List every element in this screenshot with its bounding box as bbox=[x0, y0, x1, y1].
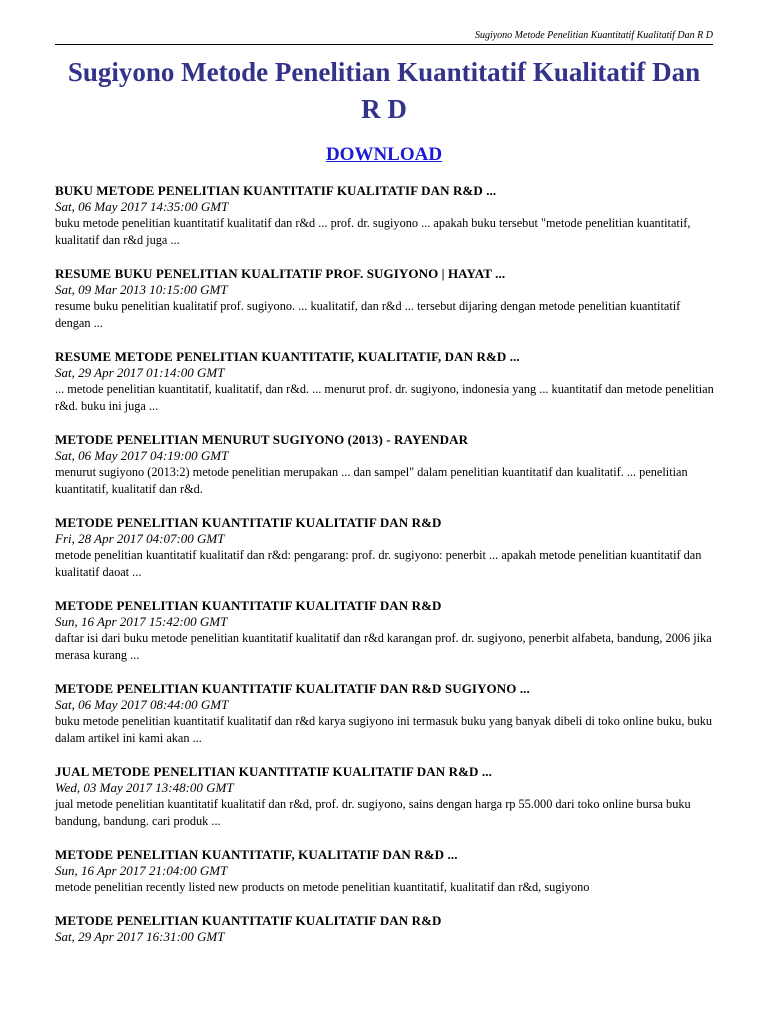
document-title: Sugiyono Metode Penelitian Kuantitatif Kualitatif Dan R D bbox=[67, 57, 701, 124]
result-item bbox=[55, 846, 718, 896]
result-title: METODE PENELITIAN KUANTITATIF KUALITATIF DAN R&D SUGIYONO ... bbox=[55, 681, 530, 696]
result-date: Sun, 16 Apr 2017 15:42:00 GMT bbox=[55, 614, 228, 629]
download-section bbox=[0, 143, 768, 167]
result-item bbox=[55, 182, 718, 249]
result-snippet: daftar isi dari buku metode penelitian kuantitatif kualitatif dan r&d karangan prof. dr. sugiyono, penerbit alfabeta, bandung, 2006 jika merasa kurang ... bbox=[55, 631, 712, 662]
result-item bbox=[55, 597, 718, 664]
result-date: Sat, 29 Apr 2017 01:14:00 GMT bbox=[55, 365, 225, 380]
results-list bbox=[55, 182, 718, 961]
result-title: JUAL METODE PENELITIAN KUANTITATIF KUALITATIF DAN R&D ... bbox=[55, 764, 492, 779]
result-title: RESUME BUKU PENELITIAN KUALITATIF PROF. SUGIYONO | HAYAT ... bbox=[55, 266, 506, 281]
result-item bbox=[55, 680, 718, 747]
running-header: Sugiyono Metode Penelitian Kuantitatif Kualitatif Dan R D bbox=[474, 30, 713, 41]
result-date: Fri, 28 Apr 2017 04:07:00 GMT bbox=[55, 531, 225, 546]
result-item bbox=[55, 265, 718, 332]
result-snippet: buku metode penelitian kuantitatif kualitatif dan r&d karya sugiyono ini termasuk buku yang banyak dibeli di toko online buku, buku dalam artikel ini kami akan ... bbox=[55, 714, 713, 745]
result-date: Sat, 06 May 2017 08:44:00 GMT bbox=[55, 697, 229, 712]
result-snippet: menurut sugiyono (2013:2) metode penelitian merupakan ... dan sampel" dalam penelitian kuantitatif dan kualitatif. ... penelitian kuantitatif, kualitatif dan r&d. bbox=[55, 465, 688, 496]
download-link[interactable]: DOWNLOAD bbox=[325, 144, 443, 165]
result-item bbox=[55, 912, 718, 945]
result-snippet: buku metode penelitian kuantitatif kualitatif dan r&d ... prof. dr. sugiyono ... apakah buku tersebut "metode penelitian kuantitatif, kualitatif dan r&d juga ... bbox=[55, 216, 691, 247]
result-snippet: metode penelitian kuantitatif kualitatif dan r&d: pengarang: prof. dr. sugiyono: penerbit ... apakah metode penelitian kuantitatif dan kualitatif daoat ... bbox=[55, 548, 702, 579]
result-title: METODE PENELITIAN KUANTITATIF, KUALITATIF DAN R&D ... bbox=[55, 847, 458, 862]
result-date: Sat, 06 May 2017 14:35:00 GMT bbox=[55, 199, 229, 214]
result-title: METODE PENELITIAN KUANTITATIF KUALITATIF DAN R&D bbox=[55, 515, 442, 530]
result-snippet: metode penelitian recently listed new products on metode penelitian kuantitatif, kualitatif dan r&d, sugiyono bbox=[55, 880, 590, 894]
result-title: METODE PENELITIAN KUANTITATIF KUALITATIF DAN R&D bbox=[55, 913, 442, 928]
result-title: METODE PENELITIAN KUANTITATIF KUALITATIF DAN R&D bbox=[55, 598, 442, 613]
result-date: Sun, 16 Apr 2017 21:04:00 GMT bbox=[55, 863, 228, 878]
result-item bbox=[55, 348, 718, 415]
result-snippet: ... metode penelitian kuantitatif, kualitatif, dan r&d. ... menurut prof. dr. sugiyono, indonesia yang ... kuantitatif dan metode penelitian r&d. buku ini juga ... bbox=[55, 382, 714, 413]
result-date: Sat, 06 May 2017 04:19:00 GMT bbox=[55, 448, 229, 463]
result-item bbox=[55, 514, 718, 581]
result-title: RESUME METODE PENELITIAN KUANTITATIF, KUALITATIF, DAN R&D ... bbox=[55, 349, 520, 364]
result-snippet: jual metode penelitian kuantitatif kualitatif dan r&d, prof. dr. sugiyono, sains dengan harga rp 55.000 dari toko online bursa buku bandung, bandung. cari produk ... bbox=[55, 797, 691, 828]
result-date: Wed, 03 May 2017 13:48:00 GMT bbox=[55, 780, 234, 795]
result-title: METODE PENELITIAN MENURUT SUGIYONO (2013) - RAYENDAR bbox=[55, 432, 469, 447]
header-divider bbox=[55, 44, 713, 45]
result-date: Sat, 29 Apr 2017 16:31:00 GMT bbox=[55, 929, 225, 944]
result-date: Sat, 09 Mar 2013 10:15:00 GMT bbox=[55, 282, 228, 297]
result-snippet: resume buku penelitian kualitatif prof. sugiyono. ... kualitatif, dan r&d ... tersebut dijaring dengan metode penelitian kuantitatif dengan ... bbox=[55, 299, 681, 330]
result-item bbox=[55, 763, 718, 830]
result-item bbox=[55, 431, 718, 498]
result-title: BUKU METODE PENELITIAN KUANTITATIF KUALITATIF DAN R&D ... bbox=[55, 183, 497, 198]
